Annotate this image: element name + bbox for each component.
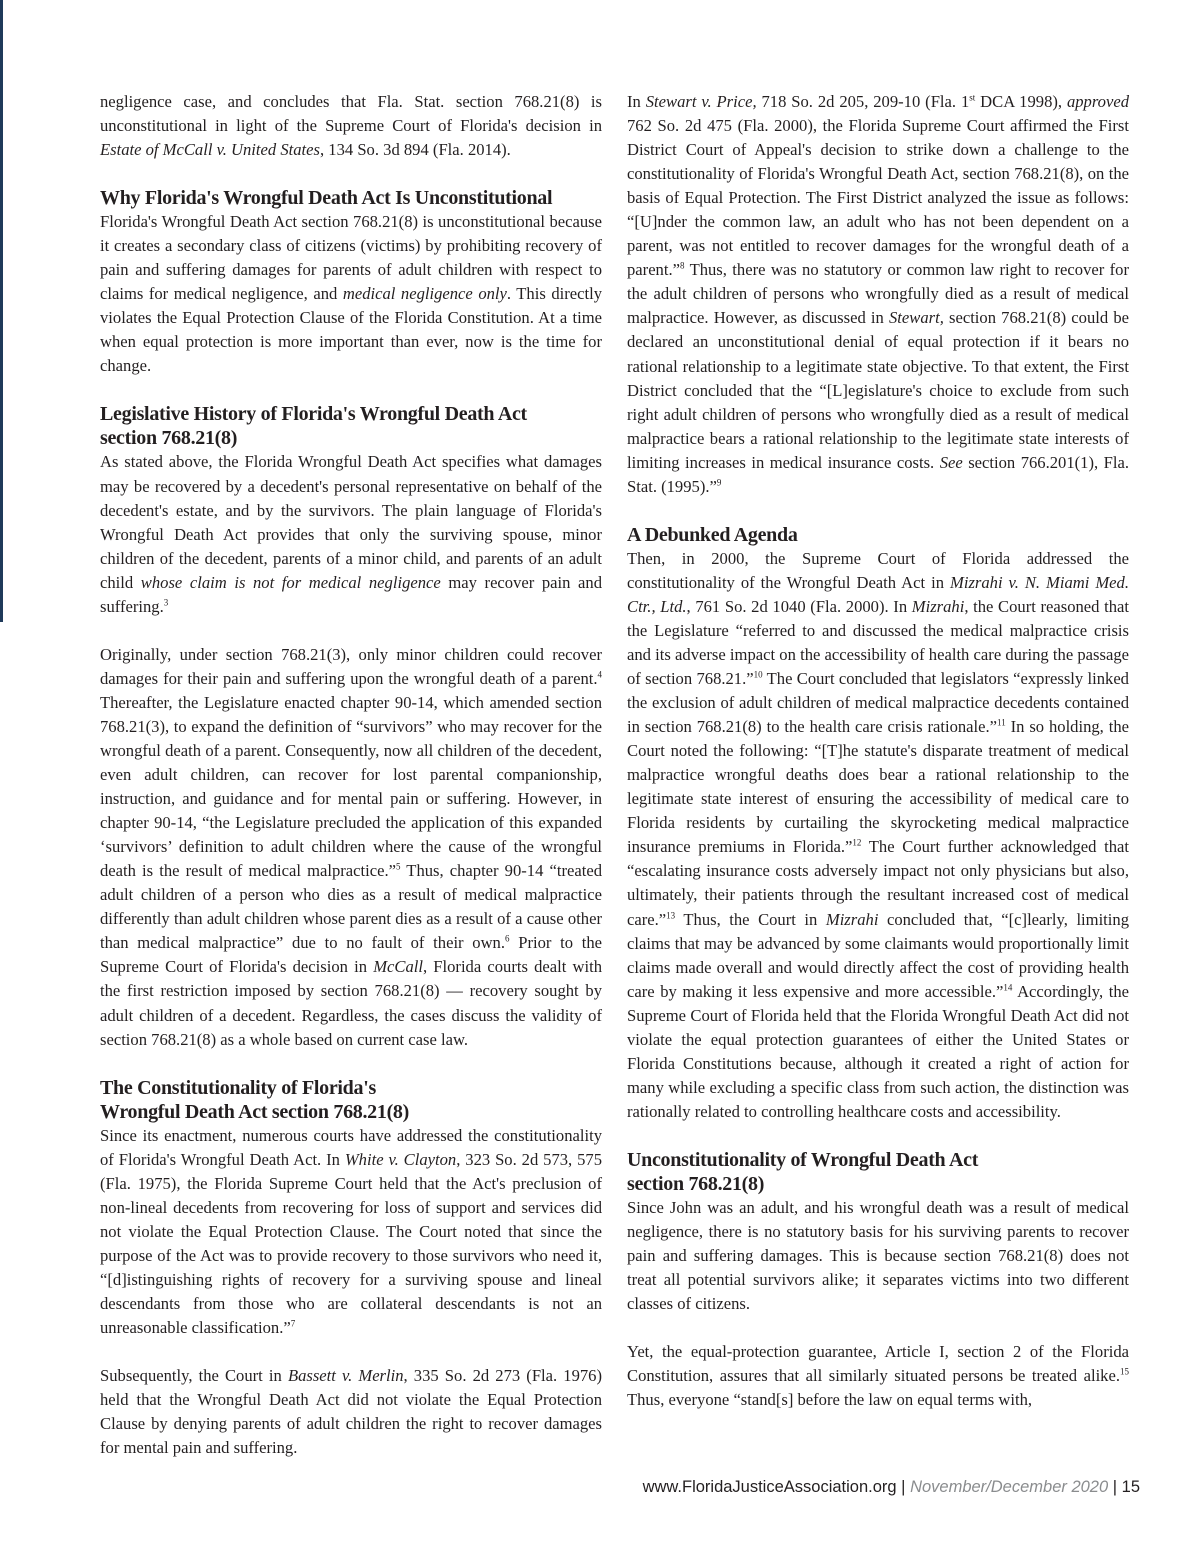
footnote-ref: 3 <box>163 597 169 608</box>
heading-debunked-agenda: A Debunked Agenda <box>627 523 798 546</box>
history-paragraph: As stated above, the Florida Wrongful Death Act specifies what damages may be recovered by a decedent's personal representative on behalf of the decedent's estate, and by the survivors. The plain language of Florida's Wrongful Death Act provides that only the surviving spouse, minor children of the decedent, parents of a minor child, and parents of an adult child whose claim is not for medical negligence may recover pain and suffering.$^3$ <box>100 452 603 616</box>
page-footer: www.FloridaJusticeAssociation.org | November/December 2020 | 15 <box>642 1478 1140 1496</box>
footnote-ref: 8 <box>679 260 685 271</box>
originally-paragraph: Originally, under section 768.21(3), only minor children could recover damages for their pain and suffering upon the wrongful death of a parent.$^4$ Thereafter, the Legislature enacted chapter 90-14, which amended section 768.21(3), to expand the definition of “survivors” who may recover for the wrongful death of a parent. Consequently, now all children of the decedent, even adult children, can recover for lost parental companionship, instruction, and guidance and for mental pain or suffering. However, in chapter 90-14, “the Legislature precluded the application of this expanded ‘survivors’ definition to adult children where the cause of the wrongful death is the result of medical malpractice.”$^5$ Thus, chapter 90-14 “treated adult children of a person who dies as a result of medical malpractice differently than adult children whose parent dies as a result of a cause other than medical malpractice” due to no fault of their own.$^6$ Prior to the Supreme Court of Florida's decision in McCall, Florida courts dealt with the first restriction imposed by section 768.21(8) — recovery sought by adult children of a decedent. Regardless, the cases discuss the validity of section 768.21(8) as a whole based on current case law. <box>100 644 603 1049</box>
page-edge-bar <box>0 0 3 622</box>
why-paragraph: Florida's Wrongful Death Act section 768.21(8) is unconstitutional because it creates a secondary class of citizens (victims) by prohibiting recovery of pain and suffering damages for parents of adult children with respect to claims for medical negligence, and medical negligence only. This directly violates the Equal Protection Clause of the Florida Constitution. At a time when equal protection is more important than ever, now is the time for change. <box>100 212 603 376</box>
footnote-ref: 12 <box>852 837 862 848</box>
heading-legislative-history: Legislative History of Florida's Wrongful Death Act section 768.21(8) <box>100 403 527 450</box>
page-number: 15 <box>1121 1478 1140 1496</box>
right-column <box>627 90 1129 1412</box>
footer-website-link[interactable]: www.FloridaJusticeAssociation.org <box>642 1478 897 1496</box>
ordinal-suffix: st <box>969 92 976 103</box>
stewart-paragraph: In Stewart v. Price, 718 So. 2d 205, 209-10 (Fla. 1st DCA 1998), approved 762 So. 2d 475 (Fla. 2000), the Florida Supreme Court affirmed the First District Court of Appeal's decision to strike down a challenge to the constitutionality of Florida's Wrongful Death Act, section 768.21(8), on the basis of Equal Protection. The First District analyzed the issue as follows: “[U]nder the common law, an adult who has not been dependent on a parent, was not entitled to recover damages for the wrongful death of a parent.”$^8$ Thus, there was no statutory or common law right to recover for the adult children of persons who wrongfully died as a result of medical malpractice. However, as discussed in Stewart, section 768.21(8) could be declared an unconstitutional denial of equal protection if it bears no rational relationship to a legitimate state objective. To that extent, the First District concluded that the “[L]egislature's choice to exclude from such right adult children of persons who wrongfully died as a result of medical malpractice bears a rational relationship to the legitimate state interests of limiting increases in medical insurance costs. See section 766.201(1), Fla. Stat. (1995).”$^9$ <box>627 92 1130 496</box>
footnote-ref: 9 <box>716 477 722 488</box>
footer-issue-date: November/December 2020 <box>910 1478 1109 1496</box>
equal-protection-paragraph: Yet, the equal-protection guarantee, Article I, section 2 of the Florida Constitution, assures that all similarly situated persons be treated alike.$^{15}$ Thus, everyone “stand[s] before the law on equal terms with, <box>627 1342 1129 1410</box>
unconstitutionality-paragraph: Since John was an adult, and his wrongful death was a result of medical negligence, there is no statutory basis for his surviving parents to recover pain and suffering damages. This is because section 768.21(8) does not treat all potential survivors alike; it separates victims into two different classes of citizens. <box>627 1197 1129 1314</box>
footnote-ref: 15 <box>1120 1366 1129 1377</box>
footnote-ref: 11 <box>997 717 1006 728</box>
footnote-ref: 6 <box>505 933 510 944</box>
heading-why-unconstitutional: Why Florida's Wrongful Death Act Is Unconstitutional <box>100 187 553 210</box>
footnote-ref: 5 <box>396 861 401 872</box>
heading-constitutionality: The Constitutionality of Florida's Wrongful Death Act section 768.21(8) <box>100 1076 409 1123</box>
footnote-ref: 13 <box>666 909 676 920</box>
left-column <box>100 90 602 1460</box>
heading-unconstitutionality: Unconstitutionality of Wrongful Death Act section 768.21(8) <box>627 1148 979 1195</box>
constitutionality-paragraph: Since its enactment, numerous courts have addressed the constitutionality of Florida's Wrongful Death Act. In White v. Clayton, 323 So. 2d 573, 575 (Fla. 1975), the Florida Supreme Court held that the Act's preclusion of non-lineal decedents from recovering for loss of support and services did not violate the Equal Protection Clause. The Court noted that since the purpose of the Act was to provide recovery to those survivors who need it, “[d]istinguishing rights of recovery for a surviving spouse and lineal descendants from those who are collateral descendants is not an unreasonable classification.”$^7$ <box>100 1125 603 1337</box>
footnote-ref: 10 <box>753 669 763 680</box>
intro-paragraph: negligence case, and concludes that Fla. Stat. section 768.21(8) is unconstitutional in light of the Supreme Court of Florida's decision in Estate of McCall v. United States, 134 So. 3d 894 (Fla. 2014). <box>100 92 602 160</box>
footnote-ref: 4 <box>597 669 602 680</box>
footnote-ref: 7 <box>290 1318 296 1329</box>
debunked-paragraph: Then, in 2000, the Supreme Court of Florida addressed the constitutionality of the Wrongful Death Act in Mizrahi v. N. Miami Med. Ctr., Ltd., 761 So. 2d 1040 (Fla. 2000). In Mizrahi, the Court reasoned that the Legislature “referred to and discussed the medical malpractice crisis and its adverse impact on the accessibility of health care during the passage of section 768.21.”$^{10}$ The Court concluded that legislators “expressly linked the exclusion of adult children of medical malpractice decedents contained in section 768.21(8) to the health care crisis rationale.”$^{11}$ In so holding, the Court noted the following: “[T]he statute's disparate treatment of medical malpractice wrongful deaths does bear a rational relationship to the legitimate state interest of ensuring the accessibility of medical care to Florida residents by curtailing the skyrocketing medical malpractice insurance premiums in Florida.”$^{12}$ The Court further acknowledged that “escalating insurance costs adversely impact not only physicians but also, ultimately, their patients through the resultant increased cost of medical care.”$^{13}$ Thus, the Court in Mizrahi concluded that, “[c]learly, limiting claims that may be advanced by some claimants would proportionally limit claims made overall and would directly affect the cost of providing health care by making it less expensive and more accessible.”$^{14}$ Accordingly, the Supreme Court of Florida held that the Florida Wrongful Death Act did not violate the equal protection guarantees of either the United States or Florida Constitutions because, although it created a right of action for many while excluding a specific class from such action, the distinction was rationally related to controlling healthcare costs and accessibility. <box>627 548 1130 1121</box>
subsequently-paragraph: Subsequently, the Court in Bassett v. Merlin, 335 So. 2d 273 (Fla. 1976) held that the Wrongful Death Act did not violate the Equal Protection Clause by denying parents of adult children the right to recover damages for mental pain and suffering. <box>100 1366 603 1458</box>
footnote-ref: 14 <box>1003 982 1013 993</box>
